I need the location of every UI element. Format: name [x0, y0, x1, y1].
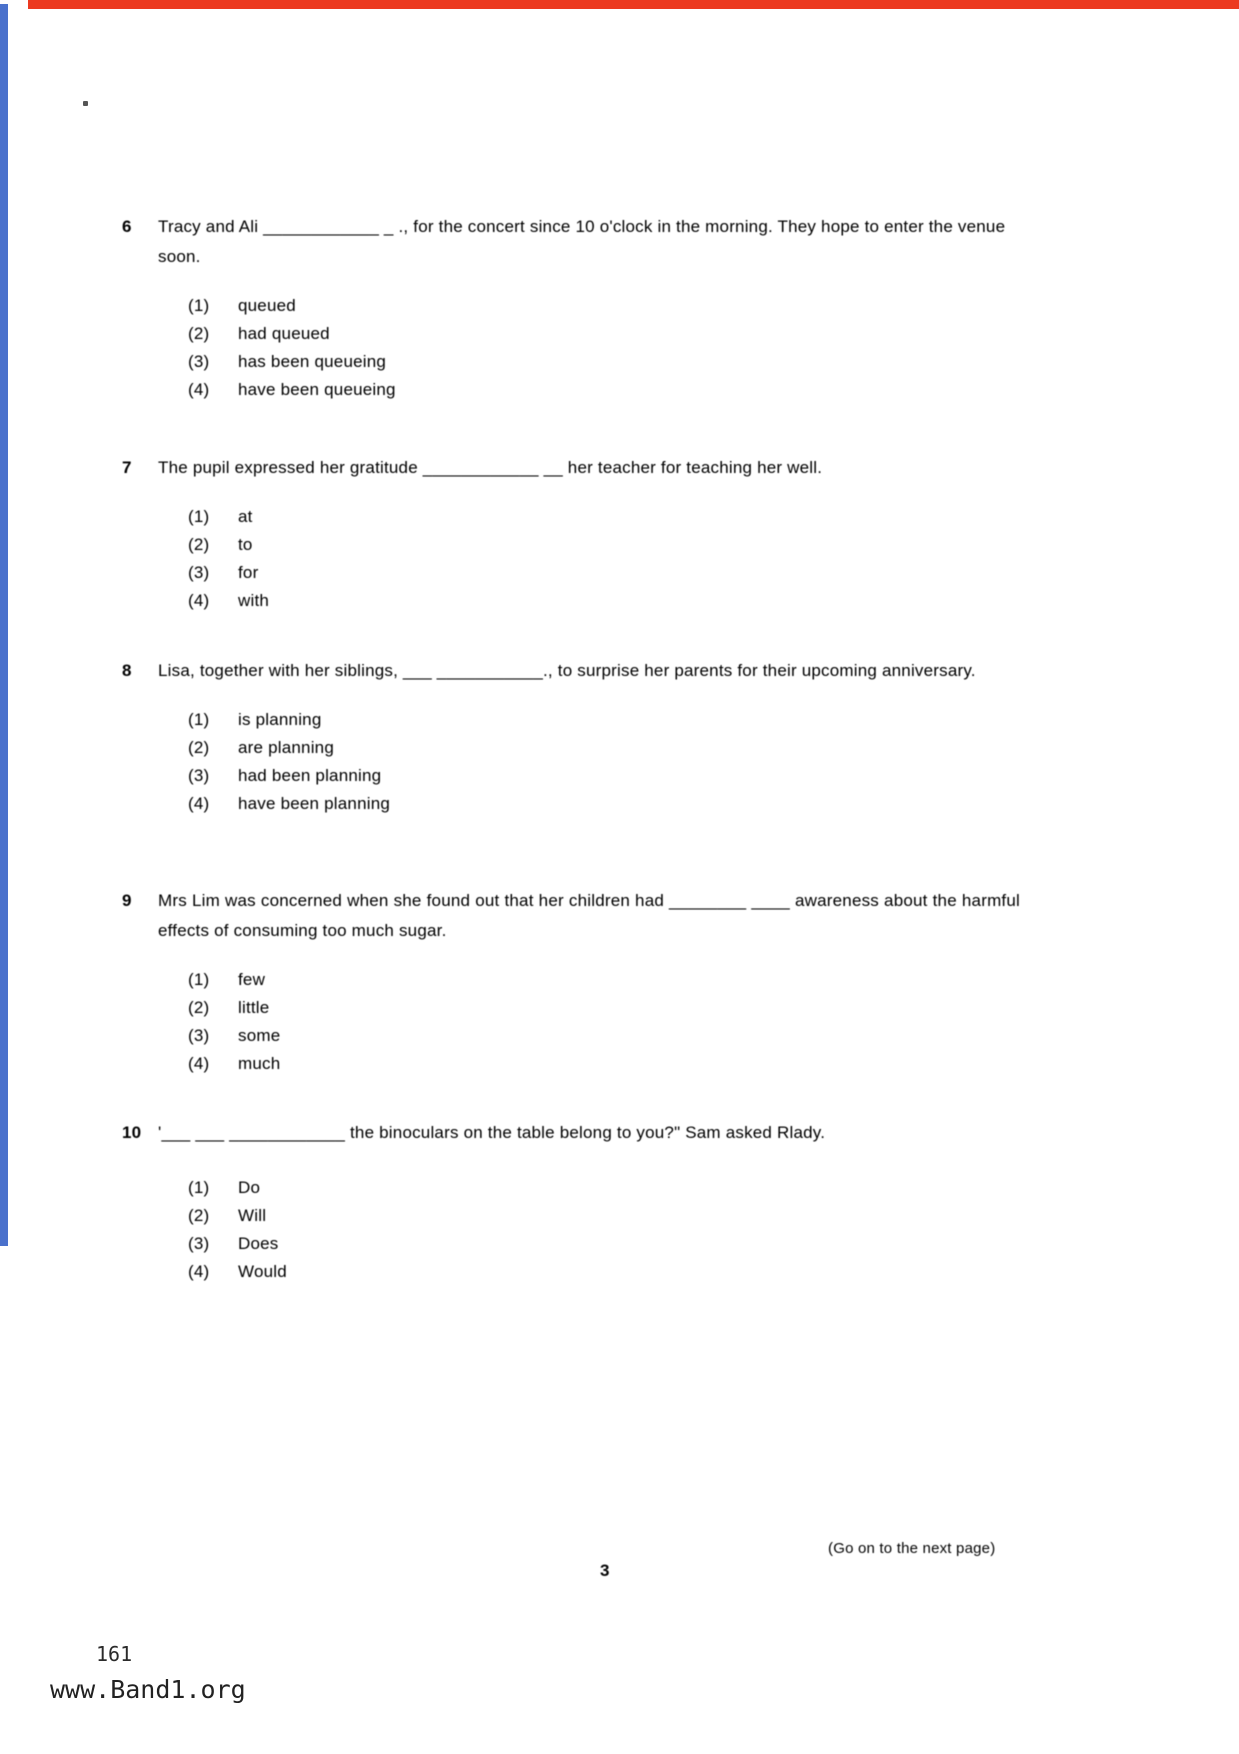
option-label: (3) — [188, 563, 210, 582]
option-label: (3) — [188, 352, 210, 371]
option — [188, 966, 1020, 994]
option — [188, 734, 1010, 762]
options-list — [188, 292, 1010, 404]
options-list — [188, 503, 1010, 615]
question-8 — [122, 656, 1010, 818]
option-label: (3) — [188, 766, 210, 785]
option-label: (4) — [188, 794, 210, 813]
option-text: is planning — [238, 710, 322, 729]
option-text: much — [238, 1054, 281, 1073]
options-list — [188, 706, 1010, 818]
option — [188, 559, 1010, 587]
option — [188, 706, 1010, 734]
option — [188, 587, 1010, 615]
option-text: Would — [238, 1262, 287, 1281]
option — [188, 1050, 1020, 1078]
option-label: (4) — [188, 591, 210, 610]
question-number: 10 — [122, 1123, 142, 1142]
option-label: (2) — [188, 535, 210, 554]
option — [188, 531, 1010, 559]
option-label: (2) — [188, 1206, 210, 1225]
option-text: some — [238, 1026, 281, 1045]
option-label: (4) — [188, 380, 210, 399]
option-text: Do — [238, 1178, 261, 1197]
option-label: (2) — [188, 324, 210, 343]
option-text: had queued — [238, 324, 330, 343]
option — [188, 762, 1010, 790]
watermark-site-url: www.Band1.org — [50, 1675, 246, 1704]
option — [188, 320, 1010, 348]
option — [188, 503, 1010, 531]
option-text: have been planning — [238, 794, 391, 813]
question-number: 6 — [122, 217, 132, 236]
question-stem: '___ ___ ____________ the binoculars on the table belong to you?" Sam asked Rlady. — [158, 1123, 826, 1142]
option — [188, 1022, 1020, 1050]
option-text: little — [238, 998, 270, 1017]
options-list — [188, 966, 1020, 1078]
question-number: 8 — [122, 661, 132, 680]
option — [188, 1230, 1010, 1258]
option — [188, 994, 1020, 1022]
option — [188, 1202, 1010, 1230]
option-text: are planning — [238, 738, 334, 757]
question-7 — [122, 453, 1010, 615]
option — [188, 1258, 1010, 1286]
question-9 — [122, 886, 1020, 1078]
question-stem: Lisa, together with her siblings, ___ ___________., to surprise her parents for their upcoming anniversary. — [158, 661, 976, 680]
options-list — [188, 1174, 1010, 1286]
option-text: Does — [238, 1234, 279, 1253]
option-text: queued — [238, 296, 296, 315]
option-text: to — [238, 535, 253, 554]
option-label: (1) — [188, 1178, 210, 1197]
go-on-next-page-note: (Go on to the next page) — [828, 1540, 996, 1557]
option-text: for — [238, 563, 259, 582]
option-label: (1) — [188, 970, 210, 989]
question-10 — [122, 1118, 1010, 1286]
option-text: had been planning — [238, 766, 382, 785]
option-label: (3) — [188, 1234, 210, 1253]
option-text: with — [238, 591, 270, 610]
question-number: 7 — [122, 458, 132, 477]
option — [188, 1174, 1010, 1202]
question-stem: Mrs Lim was concerned when she found out that her children had ________ ____ awareness about the harmful effects of consuming too much sugar. — [158, 891, 1020, 940]
option-text: have been queueing — [238, 380, 396, 399]
question-stem: The pupil expressed her gratitude ____________ __ her teacher for teaching her well. — [158, 458, 823, 477]
watermark-code: 161 — [96, 1642, 133, 1666]
option-label: (1) — [188, 507, 210, 526]
option-label: (1) — [188, 710, 210, 729]
option — [188, 348, 1010, 376]
option-label: (1) — [188, 296, 210, 315]
option-text: Will — [238, 1206, 267, 1225]
option-text: few — [238, 970, 266, 989]
option — [188, 292, 1010, 320]
option-label: (4) — [188, 1054, 210, 1073]
question-number: 9 — [122, 891, 132, 910]
option — [188, 376, 1010, 404]
question-stem: Tracy and Ali ____________ _ ., for the concert since 10 o'clock in the morning. They hope to enter the venue soon. — [158, 217, 1006, 266]
option-text: has been queueing — [238, 352, 387, 371]
option-label: (3) — [188, 1026, 210, 1045]
option-label: (2) — [188, 738, 210, 757]
option-label: (2) — [188, 998, 210, 1017]
option-label: (4) — [188, 1262, 210, 1281]
option-text: at — [238, 507, 253, 526]
question-6 — [122, 212, 1010, 404]
page-number: 3 — [600, 1561, 610, 1580]
option — [188, 790, 1010, 818]
